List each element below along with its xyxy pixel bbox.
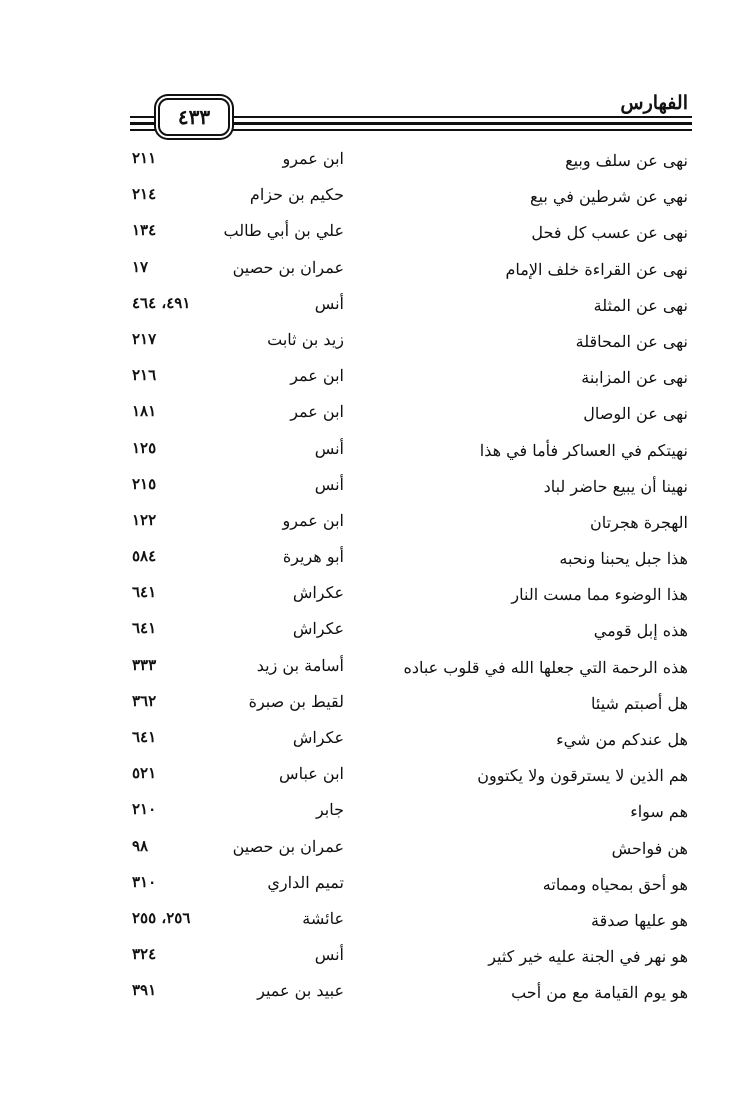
header-rule [130,129,158,131]
page-references: ٢١١ [132,149,157,167]
hadith-text: هذه إبل قومي [593,621,688,641]
narrator-name: زيد بن ثابت [267,329,344,349]
narrator-name: أنس [314,945,344,965]
index-entry-row [0,217,756,253]
page-references: ١٧ [132,257,149,276]
hadith-text: نهينا أن يبيع حاضر لباد [543,476,688,496]
header-rule [130,122,158,125]
page-references: ١٣٤ [132,221,157,240]
page-references: ٤٩١، ٤٦٤ [132,293,191,312]
page-references: ٦٤١ [132,728,157,746]
header-rule [130,116,158,118]
page-references: ٢١٥ [132,474,157,493]
hadith-text: هو أحق بمحياه ومماته [542,874,688,894]
page-references: ١٢٥ [132,438,157,457]
narrator-name: أنس [314,438,344,458]
narrator-name: أسامة بن زيد [256,655,344,675]
narrator-name: علي بن أبي طالب [223,221,344,241]
narrator-name: لقيط بن صبرة [248,691,344,711]
narrator-name: جابر [315,800,344,820]
header-rule [225,116,692,118]
hadith-text: هل عندكم من شيء [556,730,688,749]
index-entry-row [0,796,756,832]
hadith-text: نهيتكم في العساكر فأما في هذا [479,440,688,460]
index-entry-row [0,615,756,651]
hadith-text: هل أصبتم شيئا [591,693,688,713]
page-references: ٦٤١ [132,583,157,602]
hadith-text: نهي عن شرطين في بيع [530,187,688,207]
narrator-name: أبو هريرة [282,547,344,567]
page-references: ١٢٢ [132,510,157,529]
hadith-text: الهجرة هجرتان [590,512,688,532]
narrator-name: ابن عمرو [282,149,344,168]
index-entry-row [0,760,756,796]
hadith-text: هو يوم القيامة مع من أحب [511,983,688,1003]
hadith-text: هذا جبل يحبنا ونحبه [559,549,688,569]
page-references: ٢١٠ [132,800,157,819]
page-references: ٢١٧ [132,329,157,348]
index-entry-row [0,941,756,977]
index-entry-row [0,688,756,724]
page-header [130,92,692,138]
index-entries [0,145,756,1014]
index-entry-row [0,290,756,326]
page-references: ٣٣٣ [132,655,157,674]
narrator-name: عكراش [292,619,344,639]
hadith-text: نهى عن سلف وبيع [565,151,688,170]
hadith-text: هم سواء [630,802,688,822]
narrator-name: عكراش [292,728,344,747]
index-entry-row [0,362,756,398]
hadith-text: نهى عن عسب كل فحل [531,223,688,243]
narrator-name: تميم الداري [267,872,344,892]
hadith-text: نهى عن المزابنة [581,368,688,388]
hadith-text: هم الذين لا يسترقون ولا يكتوون [477,766,688,786]
page-references: ٣٦٢ [132,691,157,710]
index-entry-row [0,652,756,688]
index-entry-row [0,507,756,543]
index-entry-row [0,724,756,760]
narrator-name: حكيم بن حزام [249,185,344,205]
index-entry-row [0,579,756,615]
narrator-name: عائشة [302,908,344,928]
index-entry-row [0,145,756,181]
page-references: ٢١٤ [132,185,157,204]
page-references: ٦٤١ [132,619,157,638]
index-entry-row [0,181,756,217]
narrator-name: عكراش [292,583,344,603]
page-references: ٣٢٤ [132,945,157,964]
page-references: ٣٩١ [132,981,157,1000]
page-references: ٢١٦ [132,366,157,385]
index-entry-row [0,833,756,869]
narrator-name: ابن عباس [279,764,344,784]
index-entry-row [0,471,756,507]
page-references: ٣١٠ [132,872,157,891]
narrator-name: عمران بن حصين [232,257,344,277]
index-entry-row [0,869,756,905]
narrator-name: ابن عمر [290,402,344,422]
header-rule [225,129,692,131]
page-references: ٥٨٤ [132,547,157,566]
page-references: ١٨١ [132,402,157,421]
narrator-name: عمران بن حصين [232,836,344,856]
narrator-name: ابن عمر [290,366,344,386]
index-entry-row [0,905,756,941]
hadith-text: هن فواحش [611,838,688,858]
hadith-text: هو نهر في الجنة عليه خير كثير [488,947,688,967]
index-entry-row [0,977,756,1013]
hadith-text: نهى عن القراءة خلف الإمام [505,259,688,279]
index-entry-row [0,398,756,434]
narrator-name: عبيد بن عمير [257,981,344,1001]
narrator-name: أنس [314,474,344,494]
hadith-text: نهى عن المثلة [593,295,688,315]
narrator-name: ابن عمرو [282,510,344,530]
index-entry-row [0,435,756,471]
page-number: ٤٣٣ [158,98,230,136]
hadith-text: نهى عن المحاقلة [575,331,688,351]
page-references: ٩٨ [132,836,149,855]
narrator-name: أنس [314,293,344,313]
section-title: الفهارس [614,92,688,114]
index-entry-row [0,254,756,290]
header-rule [225,122,692,125]
index-entry-row [0,326,756,362]
index-entry-row [0,543,756,579]
hadith-text: هو عليها صدقة [590,910,688,930]
hadith-text: هذا الوضوء مما مست النار [511,585,688,605]
hadith-text: هذه الرحمة التي جعلها الله في قلوب عباده [403,657,688,677]
page-references: ٢٥٦، ٢٥٥ [132,908,191,927]
hadith-text: نهى عن الوصال [583,404,688,424]
page-references: ٥٢١ [132,764,157,783]
